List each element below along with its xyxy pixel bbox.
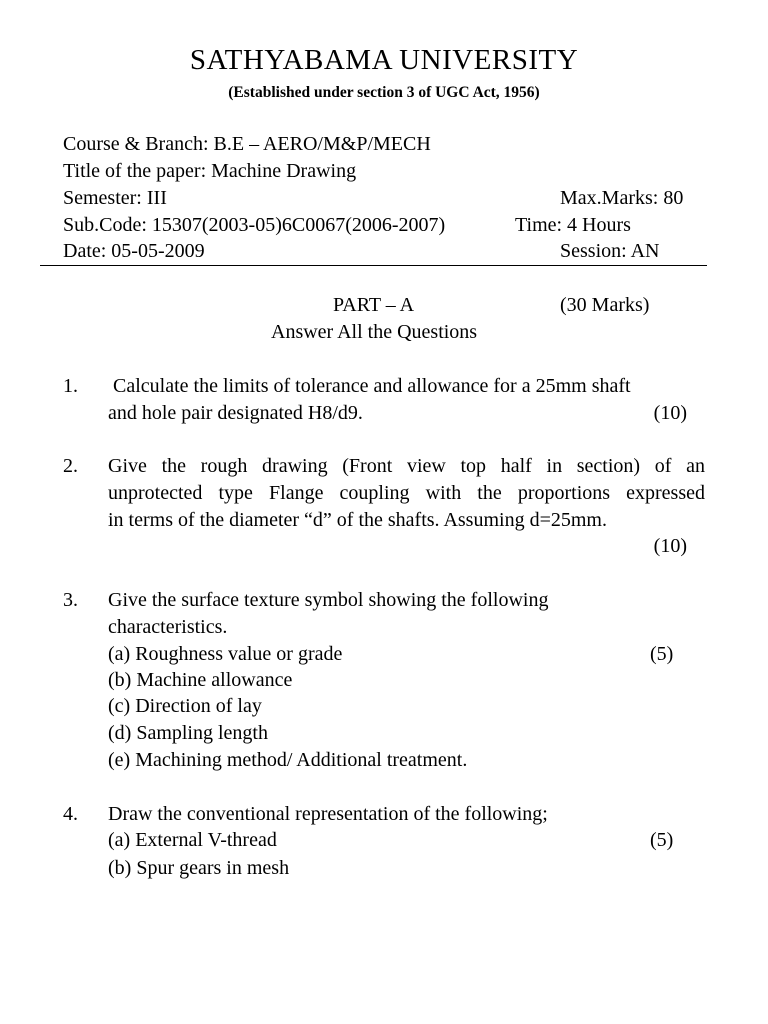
exam-session: Session: AN: [560, 240, 660, 262]
question-marks: (5): [650, 829, 674, 851]
question-number: 2.: [63, 455, 78, 477]
question-item: (c) Direction of lay: [108, 695, 262, 717]
part-instruction: Answer All the Questions: [271, 321, 478, 343]
subject-code: Sub.Code: 15307(2003-05)6C0067(2006-2007): [63, 214, 446, 236]
question-marks: (10): [653, 402, 687, 424]
semester: Semester: III: [63, 187, 167, 209]
exam-date: Date: 05-05-2009: [63, 240, 205, 262]
question-marks: (5): [650, 643, 674, 665]
course-branch: Course & Branch: B.E – AERO/M&P/MECH: [63, 133, 431, 155]
question-item: (a) External V-thread: [108, 829, 277, 851]
question-line: Calculate the limits of tolerance and allowance for a 25mm shaft: [113, 375, 631, 397]
question-item: (a) Roughness value or grade: [108, 643, 343, 665]
part-label: PART – A: [333, 294, 415, 316]
question-marks: (10): [653, 535, 687, 557]
paper-title: Title of the paper: Machine Drawing: [63, 160, 357, 182]
exam-time: Time: 4 Hours: [515, 214, 631, 236]
part-marks: (30 Marks): [560, 294, 650, 316]
question-item: (e) Machining method/ Additional treatment.: [108, 749, 468, 771]
question-item: (b) Machine allowance: [108, 669, 293, 691]
max-marks: Max.Marks: 80: [560, 187, 684, 209]
university-title: SATHYABAMA UNIVERSITY: [189, 44, 579, 76]
established-note: (Established under section 3 of UGC Act, 1956): [228, 84, 540, 101]
question-number: 1.: [63, 375, 78, 397]
question-number: 4.: [63, 803, 78, 825]
question-item: (b) Spur gears in mesh: [108, 857, 290, 879]
question-line: Give the surface texture symbol showing the following: [108, 589, 549, 611]
question-line: characteristics.: [108, 616, 228, 638]
header-divider: [40, 265, 707, 266]
question-line: unprotected type Flange coupling with the proportions expressed: [108, 482, 705, 504]
question-line: in terms of the diameter “d” of the shafts. Assuming d=25mm.: [108, 509, 607, 531]
question-number: 3.: [63, 589, 78, 611]
question-item: (d) Sampling length: [108, 722, 268, 744]
question-line: Give the rough drawing (Front view top half in section) of an: [108, 455, 705, 477]
question-line: and hole pair designated H8/d9.: [108, 402, 363, 424]
question-line: Draw the conventional representation of the following;: [108, 803, 548, 825]
